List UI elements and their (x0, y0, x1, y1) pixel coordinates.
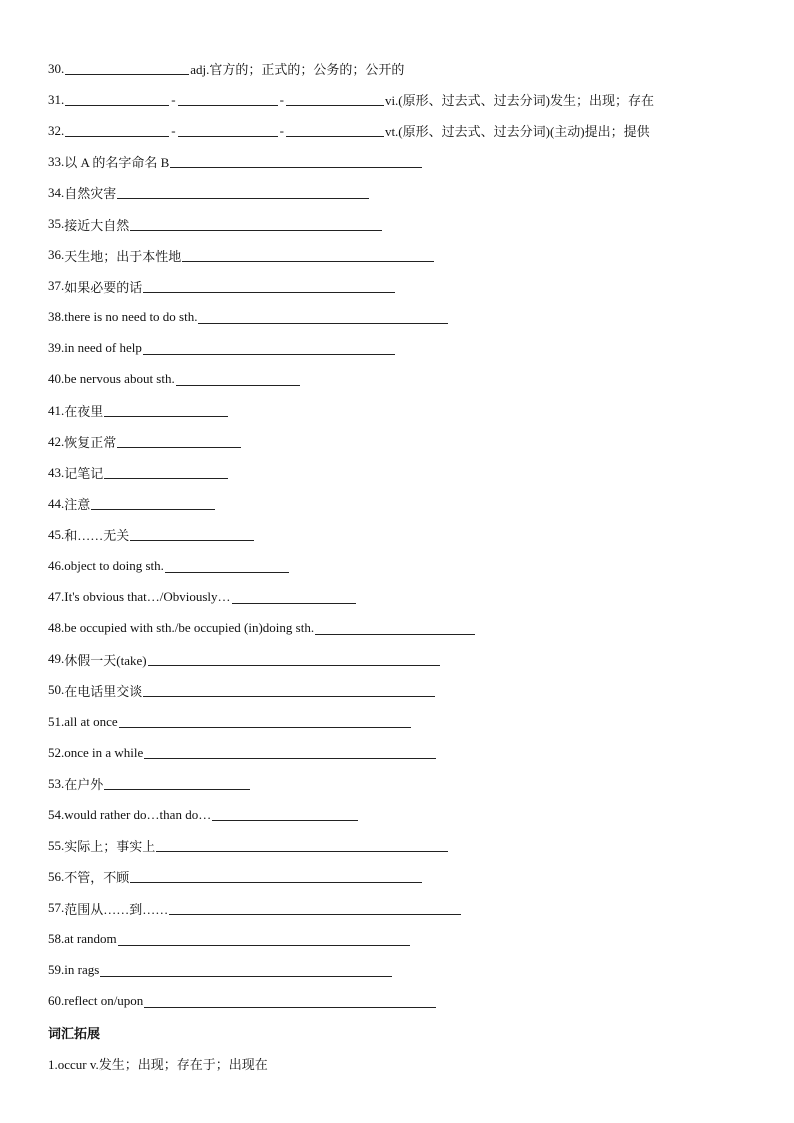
item-prompt: 在户外 (64, 777, 104, 793)
item-prompt: 自然灾害 (64, 186, 117, 202)
answer-blank[interactable] (170, 155, 422, 168)
item-prompt: 以 A 的名字命名 B (64, 155, 170, 171)
item-prompt: 记笔记 (64, 466, 104, 482)
item-prompt: in rags (64, 962, 100, 978)
exercise-item (48, 488, 748, 519)
exercise-item (48, 551, 748, 582)
exercise-item (48, 395, 748, 426)
answer-blank[interactable] (143, 342, 395, 355)
answer-blank[interactable] (165, 560, 289, 573)
item-number: 47. (48, 589, 65, 605)
item-number: 54. (48, 806, 65, 822)
exercise-item (48, 457, 748, 488)
item-number: 46. (48, 558, 65, 574)
item-prompt: 实际上；事实上 (64, 839, 156, 855)
item-number: 36. (48, 247, 65, 263)
answer-blank[interactable] (65, 124, 169, 137)
item-prompt: 休假一天(take) (64, 652, 147, 668)
item-prompt: 接近大自然 (64, 217, 130, 233)
item-number: 52. (48, 744, 65, 760)
item-number: 43. (48, 464, 65, 480)
item-prompt: once in a while (64, 744, 144, 760)
exercise-item (48, 519, 748, 550)
exercise-item (48, 924, 748, 955)
exercise-item (48, 768, 748, 799)
separator: - (171, 122, 176, 138)
item-prompt: there is no need to do sth. (64, 309, 198, 325)
answer-blank[interactable] (104, 777, 250, 790)
worksheet (48, 53, 748, 1079)
item-prompt: 恢复正常 (64, 435, 117, 451)
item-number: 32. (48, 122, 65, 138)
answer-blank[interactable] (143, 684, 435, 697)
item-number: 41. (48, 402, 65, 418)
exercise-item (48, 861, 748, 892)
answer-blank[interactable] (117, 435, 241, 448)
answer-blank[interactable] (104, 466, 228, 479)
exercise-item (48, 302, 748, 333)
exercise-item (48, 706, 748, 737)
exercise-item (48, 644, 748, 675)
item-number: 37. (48, 278, 65, 294)
answer-blank[interactable] (315, 622, 475, 635)
answer-blank[interactable] (144, 995, 436, 1008)
item-prompt: 天生地；出于本性地 (64, 248, 182, 264)
item-number: 60. (48, 993, 65, 1009)
exercise-item (48, 737, 748, 768)
item-prompt: be nervous about sth. (64, 371, 175, 387)
answer-blank[interactable] (100, 964, 392, 977)
answer-blank[interactable] (286, 124, 384, 137)
answer-blank[interactable] (130, 528, 254, 541)
item-number: 48. (48, 620, 65, 636)
exercise-item (48, 84, 748, 115)
item-prompt: 不管，不顾 (64, 870, 130, 886)
answer-blank[interactable] (144, 746, 436, 759)
answer-blank[interactable] (118, 933, 410, 946)
item-number: 44. (48, 495, 65, 511)
exercise-item (48, 240, 748, 271)
item-number: 55. (48, 837, 65, 853)
item-number: 49. (48, 651, 65, 667)
answer-blank[interactable] (143, 280, 395, 293)
item-number: 51. (48, 713, 65, 729)
item-prompt: reflect on/upon (64, 993, 144, 1009)
exercise-item (48, 271, 748, 302)
exercise-item (48, 208, 748, 239)
exercise-item (48, 955, 748, 986)
answer-blank[interactable] (91, 497, 215, 510)
item-prompt: at random (64, 931, 117, 947)
item-number: 50. (48, 682, 65, 698)
item-number: 30. (48, 60, 65, 76)
item-number: 34. (48, 184, 65, 200)
separator: - (279, 122, 284, 138)
exercise-item (48, 53, 748, 84)
item-prompt: 在电话里交谈 (64, 683, 143, 699)
item-prompt: It's obvious that…/Obviously… (64, 589, 231, 605)
answer-blank[interactable] (130, 218, 382, 231)
item-prompt: object to doing sth. (64, 558, 164, 574)
separator: - (279, 91, 284, 107)
separator: - (171, 91, 176, 107)
answer-blank[interactable] (148, 653, 440, 666)
item-number: 39. (48, 340, 65, 356)
item-prompt: 在夜里 (64, 404, 104, 420)
exercise-item (48, 799, 748, 830)
item-prompt: vi.(原形、过去式、过去分词)发生；出现；存在 (384, 93, 654, 109)
answer-blank[interactable] (65, 93, 169, 106)
item-number: 59. (48, 962, 65, 978)
answer-blank[interactable] (104, 404, 228, 417)
item-prompt: vt.(原形、过去式、过去分词)(主动)提出；提供 (384, 124, 650, 140)
item-number: 45. (48, 526, 65, 542)
exercise-item (48, 333, 748, 364)
exercise-item (48, 115, 748, 146)
item-prompt: all at once (64, 713, 118, 729)
item-prompt: 和……无关 (64, 528, 130, 544)
item-prompt: adj.官方的；正式的；公务的；公开的 (190, 62, 405, 78)
section-heading: 词汇拓展 (48, 1025, 101, 1041)
answer-blank[interactable] (212, 808, 358, 821)
answer-blank[interactable] (182, 249, 434, 262)
vocab-entry: 1.occur v.发生；出现；存在于；出现在 (48, 1056, 268, 1072)
exercise-item (48, 146, 748, 177)
item-prompt: be occupied with sth./be occupied (in)doing sth. (64, 620, 315, 636)
exercise-item (48, 426, 748, 457)
item-number: 58. (48, 931, 65, 947)
exercise-item (48, 893, 748, 924)
answer-blank[interactable] (232, 591, 356, 604)
exercise-item (48, 364, 748, 395)
item-number: 31. (48, 91, 65, 107)
item-prompt: 注意 (64, 497, 91, 513)
answer-blank[interactable] (119, 715, 411, 728)
exercise-item (48, 675, 748, 706)
item-prompt: would rather do…than do… (64, 806, 212, 822)
answer-blank[interactable] (198, 311, 448, 324)
answer-blank[interactable] (286, 93, 384, 106)
exercise-item (48, 830, 748, 861)
answer-blank[interactable] (65, 62, 189, 75)
item-number: 57. (48, 900, 65, 916)
item-number: 38. (48, 309, 65, 325)
answer-blank[interactable] (117, 186, 369, 199)
item-number: 35. (48, 216, 65, 232)
item-number: 33. (48, 153, 65, 169)
item-number: 53. (48, 775, 65, 791)
exercise-item (48, 986, 748, 1017)
item-number: 42. (48, 433, 65, 449)
exercise-list (48, 53, 748, 1017)
answer-blank[interactable] (176, 373, 300, 386)
item-prompt: 范围从……到…… (64, 901, 169, 917)
exercise-item (48, 613, 748, 644)
item-prompt: in need of help (64, 340, 142, 356)
exercise-item (48, 177, 748, 208)
item-number: 40. (48, 371, 65, 387)
answer-blank[interactable] (178, 93, 278, 106)
answer-blank[interactable] (156, 839, 448, 852)
answer-blank[interactable] (178, 124, 278, 137)
answer-blank[interactable] (130, 870, 422, 883)
item-number: 56. (48, 868, 65, 884)
exercise-item (48, 582, 748, 613)
item-prompt: 如果必要的话 (64, 279, 143, 295)
answer-blank[interactable] (169, 902, 461, 915)
